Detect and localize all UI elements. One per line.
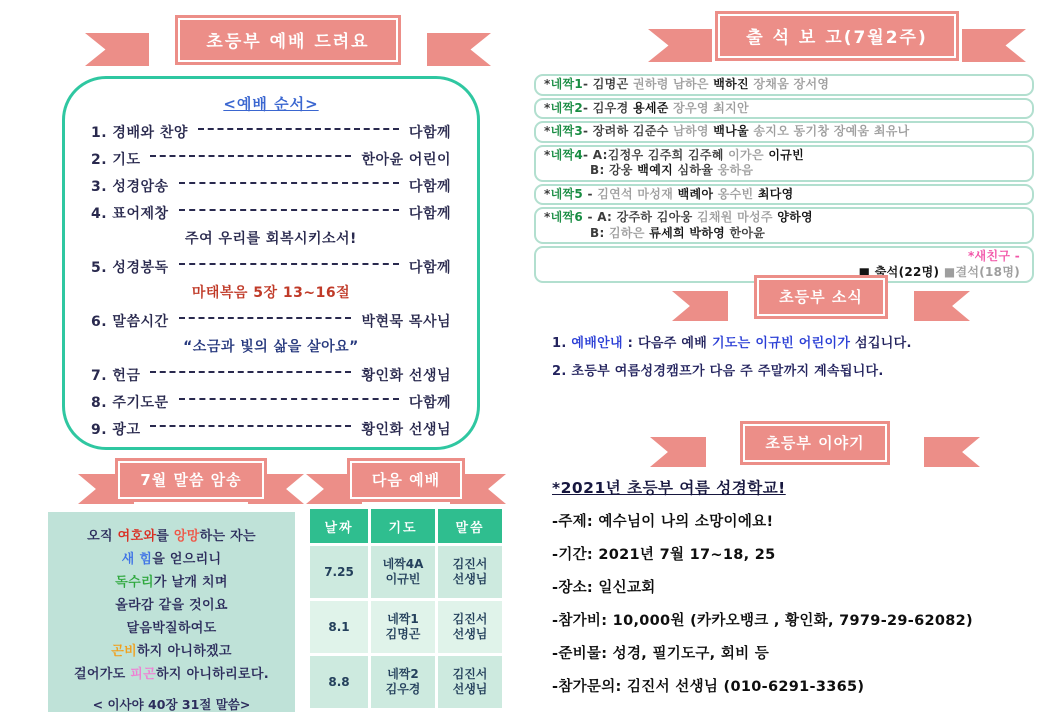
verse-lines <box>48 525 295 686</box>
story-line: -장소: 일신교회 <box>552 580 656 596</box>
table-cell-date: 8.1 <box>310 601 368 653</box>
worship-list <box>91 118 451 442</box>
story-line: -주제: 예수님이 나의 소망이에요! <box>552 514 774 530</box>
table-cell-prayer <box>371 601 435 653</box>
text-segment: - <box>583 77 593 91</box>
verse-reference: < 이사야 40장 31절 말씀> <box>92 697 251 712</box>
worship-item-assignee: 다함께 <box>408 259 451 276</box>
worship-section-ribbon <box>85 18 491 62</box>
attendance-line <box>544 187 1024 203</box>
ribbon-tail-left-icon <box>672 291 728 321</box>
attendance-line <box>544 148 1024 164</box>
text-segment: B: <box>590 163 610 177</box>
worship-item-label: 1. 경배와 찬양 <box>91 124 188 141</box>
text-segment: * <box>544 147 551 162</box>
text-segment: - <box>583 100 593 115</box>
worship-item <box>91 118 451 145</box>
text-segment: 웅하음 <box>717 163 754 177</box>
text-segment: 앙망 <box>173 529 200 544</box>
story-title: *2021년 초등부 여름 성경학교! <box>552 479 786 497</box>
attendance-row <box>534 184 1034 206</box>
text-segment: 백하진 <box>713 77 754 91</box>
worship-item-label: 3. 성경암송 <box>91 178 169 195</box>
attendance-row <box>534 121 1034 143</box>
worship-item <box>91 172 451 199</box>
text-segment: 용세준 <box>632 100 674 115</box>
verse-line <box>48 571 295 594</box>
text-segment: * <box>544 100 551 115</box>
text-segment: 최다영 <box>757 186 794 201</box>
text-segment: * <box>544 77 551 91</box>
leader-line <box>150 155 351 157</box>
worship-item-assignee: 다함께 <box>408 394 451 411</box>
text-segment: 출석(22명) <box>874 264 940 279</box>
story-line: -참가비: 10,000원 (카카오뱅크 , 황인화, 7979-29-62082) <box>552 613 973 629</box>
verse-line <box>48 594 295 617</box>
text-segment: 강주하 김아웅 <box>616 210 697 224</box>
text-segment: 김정우 김주희 김주혜 <box>607 147 729 162</box>
worship-item <box>91 415 451 442</box>
news-list <box>552 330 1032 386</box>
next-worship-section-ribbon <box>306 461 506 499</box>
table-header-cell: 날짜 <box>310 509 368 543</box>
text-segment: ■ <box>943 264 956 279</box>
text-segment: 예배안내 <box>571 336 623 351</box>
cell-line: 김명곤 <box>385 627 421 641</box>
verse-line <box>48 548 295 571</box>
worship-item-assignee: 박현묵 목사님 <box>361 313 451 330</box>
text-segment: 하지 아니하리로다. <box>156 667 269 682</box>
text-segment: 올라감 같을 것이요 <box>115 598 228 613</box>
text-segment: 1. <box>552 336 572 351</box>
leader-line <box>179 182 399 184</box>
cell-line: 김진서 <box>452 612 488 626</box>
table-header-cell: 기도 <box>371 509 435 543</box>
next-worship-ribbon-label: 다음 예배 <box>350 461 462 499</box>
ribbon-tail-right-icon <box>924 437 980 467</box>
story-ribbon-label: 초등부 이야기 <box>743 424 886 462</box>
text-segment: 이가은 <box>728 147 769 162</box>
cell-line: 네짝1 <box>387 612 419 626</box>
text-segment: 심하율 <box>677 163 718 177</box>
text-segment: B: <box>590 225 610 240</box>
leader-line <box>198 128 399 130</box>
table-cell-date: 7.25 <box>310 546 368 598</box>
cell-line: 선생님 <box>452 682 488 696</box>
next-worship-table <box>310 509 504 708</box>
leader-line <box>179 263 399 265</box>
text-segment: 을 얻으리니 <box>152 552 222 567</box>
cell-line: 네짝4A <box>382 557 424 571</box>
text-segment: : 다음주 예배 <box>622 336 712 351</box>
worship-item-assignee: 다함께 <box>408 124 451 141</box>
text-segment: 권하령 남하은 <box>632 77 714 91</box>
attendance-rows <box>534 74 1034 285</box>
worship-item-assignee: 다함께 <box>408 205 451 222</box>
text-segment: 백예지 <box>637 163 678 177</box>
text-segment: 섬깁니다. <box>850 336 912 351</box>
ribbon-tail-right-icon <box>962 29 1026 62</box>
text-segment: 네짝2 <box>550 100 584 115</box>
table-cell-message <box>438 656 502 708</box>
ribbon-tail-left-icon <box>85 33 149 66</box>
ribbon-tail-left-icon <box>650 437 706 467</box>
attendance-line <box>544 101 1024 117</box>
text-segment: 김채원 마성주 <box>696 210 778 224</box>
worship-order-box <box>62 76 480 450</box>
story-line: -준비물: 성경, 필기도구, 회비 등 <box>552 646 770 662</box>
text-segment: 결석(18명) <box>955 264 1020 279</box>
story-lines <box>552 506 973 704</box>
worship-item-label: 6. 말씀시간 <box>91 313 169 330</box>
news-item <box>552 330 1032 358</box>
worship-item-label: 5. 성경봉독 <box>91 259 169 276</box>
attendance-line <box>544 249 1020 265</box>
story-line: -참가문의: 김진서 선생님 (010-6291-3365) <box>552 679 865 695</box>
worship-item-label: 8. 주기도문 <box>91 394 169 411</box>
text-segment: 김우경 <box>592 100 633 115</box>
text-segment: 가 날개 치며 <box>153 575 228 590</box>
attendance-line <box>544 210 1024 226</box>
worship-item <box>91 199 451 226</box>
text-segment: 남하영 <box>673 124 714 138</box>
table-cell-message <box>438 546 502 598</box>
text-segment: 달음박질하여도 <box>126 621 217 636</box>
leader-line <box>150 371 351 373</box>
text-segment: 네짝3 <box>550 124 584 138</box>
worship-item <box>91 388 451 415</box>
text-segment: 기도는 이규빈 어린이가 <box>711 336 851 351</box>
table-cell-prayer <box>371 656 435 708</box>
attendance-line <box>544 77 1024 93</box>
worship-order-title: <예배 순서> <box>223 95 319 113</box>
memory-section-ribbon <box>78 461 304 499</box>
text-segment: 네짝6 <box>550 210 584 224</box>
text-segment: 강웅 <box>609 163 638 177</box>
text-segment: 백나울 <box>713 124 754 138</box>
text-segment: 걸어가도 <box>74 667 131 682</box>
attendance-ribbon-label: 출 석 보 고(7월2주) <box>718 14 955 58</box>
worship-item-label: 4. 표어제창 <box>91 205 169 222</box>
attendance-section-ribbon <box>648 14 1026 58</box>
cell-line: 선생님 <box>452 627 488 641</box>
news-ribbon-label: 초등부 소식 <box>757 278 885 316</box>
worship-item-assignee: 황인화 선생님 <box>361 367 451 384</box>
leader-line <box>150 425 351 427</box>
text-segment: 김하은 <box>609 225 650 240</box>
text-segment: 네짝1 <box>550 77 584 91</box>
text-segment: 옹수빈 <box>717 186 758 201</box>
text-segment: 독수리 <box>115 575 154 590</box>
cell-line: 김우경 <box>385 682 421 696</box>
worship-item-note: “소금과 빛의 삶을 살아요” <box>183 339 359 355</box>
text-segment: 새 힘 <box>121 552 153 567</box>
text-segment: 이규빈 <box>768 147 804 162</box>
verse-line <box>48 617 295 640</box>
text-segment: 피곤 <box>130 667 157 682</box>
story-section-ribbon <box>650 424 980 462</box>
text-segment: 장채움 장서영 <box>753 77 830 91</box>
attendance-row <box>534 74 1034 96</box>
news-item <box>552 358 1032 386</box>
worship-item <box>91 253 451 280</box>
text-segment: - A: <box>583 147 608 162</box>
worship-item-assignee: 다함께 <box>408 178 451 195</box>
table-cell-prayer <box>371 546 435 598</box>
text-segment: 를 <box>156 529 174 544</box>
text-segment: * <box>544 186 551 201</box>
attendance-line <box>544 163 1024 179</box>
attendance-row <box>534 145 1034 182</box>
cell-line: 김진서 <box>452 557 488 571</box>
worship-item-assignee: 한아윤 어린이 <box>361 151 451 168</box>
text-segment: 백례아 <box>677 186 718 201</box>
worship-item-label: 2. 기도 <box>91 151 141 168</box>
leader-line <box>179 317 352 319</box>
text-segment: * <box>544 210 551 224</box>
ribbon-tail-right-icon <box>914 291 970 321</box>
table-cell-date: 8.8 <box>310 656 368 708</box>
attendance-row <box>534 98 1034 120</box>
text-segment: 김명곤 <box>592 77 633 91</box>
text-segment: 2. 초등부 여름성경캠프가 다음 주 주말까지 계속됩니다. <box>552 364 884 379</box>
text-segment: - <box>583 186 598 201</box>
ribbon-tail-left-icon <box>648 29 712 62</box>
table-cell-message <box>438 601 502 653</box>
text-segment: 오직 <box>87 529 118 544</box>
ribbon-tail-right-icon <box>427 33 491 66</box>
text-segment: - A: <box>583 210 617 224</box>
worship-item <box>91 361 451 388</box>
verse-line <box>48 663 295 686</box>
text-segment: - <box>583 124 593 138</box>
table-header-cell: 말씀 <box>438 509 502 543</box>
text-segment: *새친구 - <box>967 249 1020 263</box>
text-segment: * <box>544 124 551 138</box>
text-segment: 장려하 김준수 <box>592 124 674 138</box>
text-segment: ■ <box>858 264 875 279</box>
memory-verse-box <box>48 512 295 712</box>
text-segment: 네짝5 <box>550 186 584 201</box>
text-segment: 장우영 최지안 <box>673 100 749 115</box>
worship-item-assignee: 황인화 선생님 <box>361 421 451 438</box>
worship-item-note: 주여 우리를 회복시키소서! <box>185 231 357 247</box>
attendance-row <box>534 207 1034 244</box>
text-segment: 양하영 <box>777 210 813 224</box>
worship-item-label: 7. 헌금 <box>91 367 141 384</box>
text-segment: 김연석 마성재 <box>597 186 678 201</box>
text-segment: 곤비 <box>111 644 137 659</box>
worship-ribbon-label: 초등부 예배 드려요 <box>178 18 397 62</box>
text-segment: 류세희 박하영 <box>649 225 730 240</box>
verse-line <box>48 640 295 663</box>
text-segment: 송지오 동기창 장예움 최유나 <box>753 124 910 138</box>
cell-line: 네짝2 <box>387 667 419 681</box>
cell-line: 선생님 <box>452 572 488 586</box>
text-segment: 한아윤 <box>729 225 766 240</box>
leader-line <box>179 398 399 400</box>
cell-line: 김진서 <box>452 667 488 681</box>
memory-ribbon-label: 7월 말씀 암송 <box>118 461 263 499</box>
worship-item-label: 9. 광고 <box>91 421 141 438</box>
text-segment: 하는 자는 <box>199 529 256 544</box>
attendance-line <box>544 124 1024 140</box>
worship-item-note: 마태복음 5장 13~16절 <box>191 285 351 301</box>
text-segment: 네짝4 <box>550 147 584 162</box>
story-line: -기간: 2021년 7월 17~18, 25 <box>552 547 776 563</box>
worship-item <box>91 307 451 334</box>
news-section-ribbon <box>672 278 970 316</box>
leader-line <box>179 209 399 211</box>
attendance-line <box>544 226 1024 242</box>
text-segment: 여호와 <box>117 529 157 544</box>
verse-line <box>48 525 295 548</box>
cell-line: 이규빈 <box>385 572 421 586</box>
text-segment: 하지 아니하겠고 <box>136 644 232 659</box>
worship-item <box>91 145 451 172</box>
